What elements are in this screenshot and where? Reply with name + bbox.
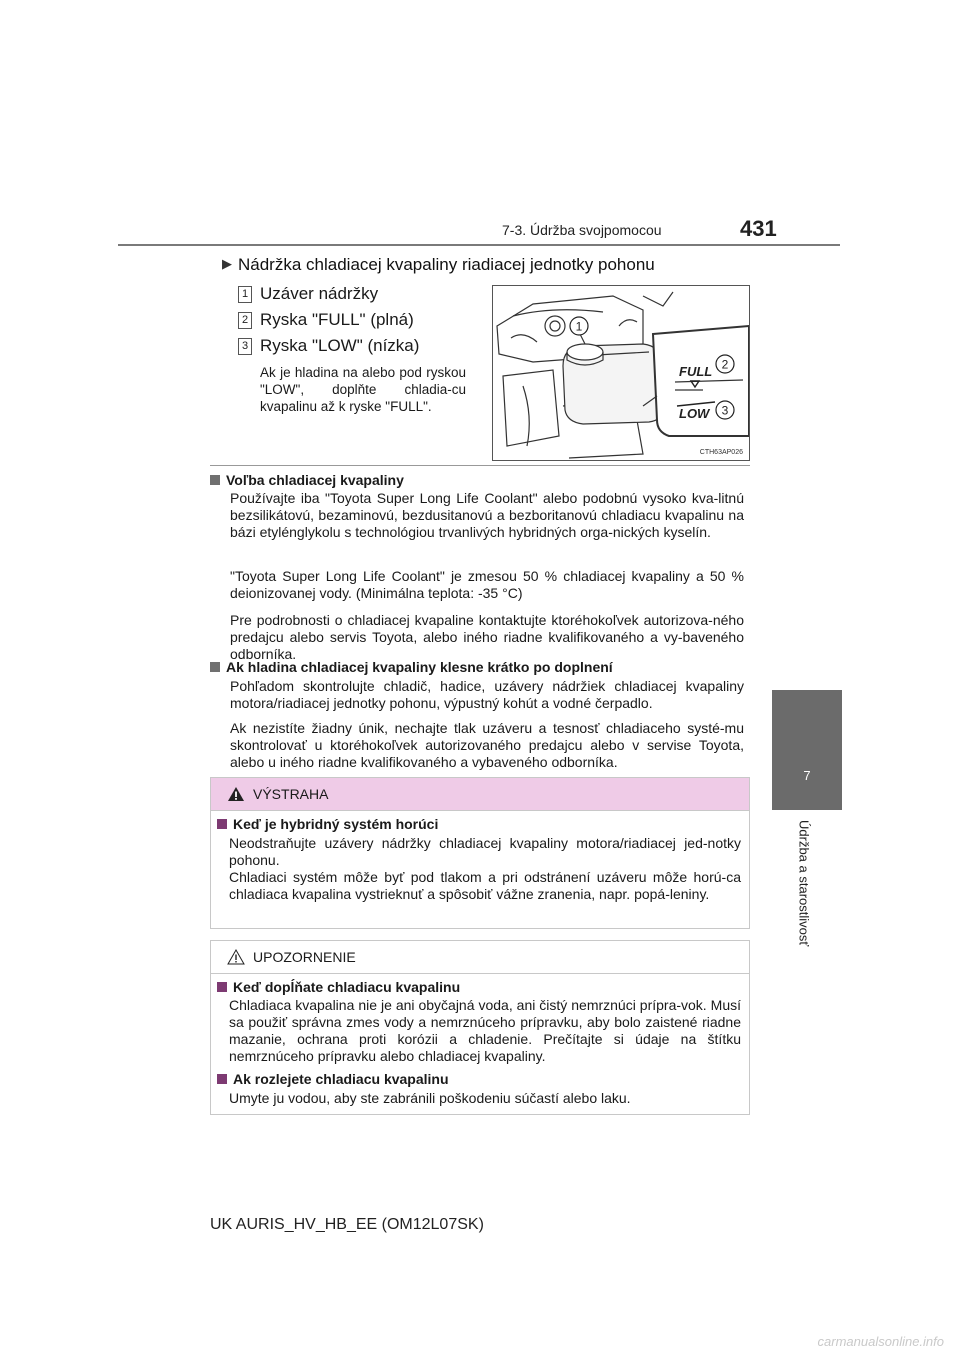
header-rule bbox=[118, 244, 840, 246]
callout-number: 3 bbox=[238, 338, 252, 355]
caution-box bbox=[210, 940, 750, 1115]
figure-marker-2 bbox=[716, 355, 734, 373]
svg-text:2: 2 bbox=[721, 357, 729, 372]
paragraph: Ak nezistíte žiadny únik, nechajte tlak uzáveru a tesnosť chladiaceho systé-mu skontrolovať u ktoréhokoľvek autorizovaného predajcu alebo v servise Toyota, alebo u iného riadne kvalifikovaného a vybaveného odborníka. bbox=[230, 720, 744, 770]
warning-item-heading bbox=[217, 816, 438, 832]
square-bullet-icon bbox=[217, 982, 227, 992]
intro-subheading bbox=[222, 255, 655, 275]
page-number: 431 bbox=[740, 216, 777, 241]
warning-title-bar bbox=[211, 778, 749, 811]
square-bullet-icon bbox=[210, 475, 220, 485]
callout-item bbox=[238, 310, 414, 330]
caution-title: UPOZORNENIE bbox=[253, 949, 356, 965]
section-heading-text: Voľba chladiacej kvapaliny bbox=[226, 472, 404, 488]
chapter-number: 7 bbox=[803, 768, 811, 783]
site-watermark: carmanualsonline.info bbox=[817, 1334, 944, 1349]
chapter-label: Údržba a starostlivosť bbox=[796, 820, 812, 947]
caution-triangle-icon bbox=[227, 949, 245, 965]
callout-label: Ryska "FULL" (plná) bbox=[260, 310, 414, 329]
callout-item bbox=[238, 284, 378, 304]
reservoir-drawing bbox=[493, 286, 749, 460]
figure-marker-3 bbox=[716, 401, 734, 419]
callout-number: 2 bbox=[238, 312, 252, 329]
callout-label: Uzáver nádržky bbox=[260, 284, 379, 303]
figure-full-label: FULL bbox=[679, 364, 713, 379]
caution-item-title: Ak rozlejete chladiacu kvapalinu bbox=[233, 1071, 449, 1087]
caution-item-text: Umyte ju vodou, aby ste zabránili poškodeniu súčastí alebo laku. bbox=[229, 1090, 631, 1106]
callout-item bbox=[238, 336, 419, 356]
caution-item-text: Chladiaca kvapalina nie je ani obyčajná voda, ani čistý nemrznúci prípra-vok. Musí sa použiť správna zmes vody a nemrznúceho prípravku, aby bolo zaistené riadne mazanie, ochrana proti korózii a chladenie. Prečítajte si údaje na štítku nemrznúceho prípravku alebo chladiacej kvapaliny. bbox=[229, 997, 741, 1064]
section-heading-text: Ak hladina chladiacej kvapaliny klesne krátko po doplnení bbox=[226, 659, 613, 675]
section-title: 7-3. Údržba svojpomocou bbox=[502, 222, 662, 238]
section-heading bbox=[210, 659, 613, 675]
intro-divider bbox=[210, 465, 750, 466]
paragraph: Pre podrobnosti o chladiacej kvapaline kontaktujte ktoréhokoľvek autorizova-ného predajcu alebo servis Toyota, alebo iného riadne kvalifikovaného a vy-baveného odborníka. bbox=[230, 612, 744, 662]
figure-marker-1 bbox=[570, 317, 588, 335]
chapter-tab bbox=[772, 690, 842, 810]
intro-subheading-text: Nádržka chladiacej kvapaliny riadiacej jednotky pohonu bbox=[238, 255, 655, 274]
caution-item-title: Keď dopĺňate chladiacu kvapalinu bbox=[233, 979, 461, 995]
square-bullet-icon bbox=[217, 819, 227, 829]
level-note: Ak je hladina na alebo pod ryskou "LOW", doplňte chladia-cu kvapalinu až k ryske "FULL". bbox=[260, 365, 466, 414]
svg-text:3: 3 bbox=[721, 403, 729, 418]
caution-item-heading bbox=[217, 979, 460, 995]
warning-item-text: Neodstraňujte uzávery nádržky chladiacej kvapaliny motora/riadiacej jed-notky pohonu. Chladiaci systém môže byť pod tlakom a pri odstránení uzáveru môže horú-ca chladiaca kvapalina vystrieknuť a spôsobiť vážne zranenia, napr. popá-leniny. bbox=[229, 835, 741, 902]
paragraph: Používajte iba "Toyota Super Long Life Coolant" alebo podobnú vysoko kva-litnú bezsilikátovú, bezaminovú, bezdusitanovú a bezboritanovú chladiacu kvapalinu na bázi etylénglykolu s technológiou trvanlivých hybridných orga-nických kyselín. bbox=[230, 490, 744, 540]
section-heading bbox=[210, 472, 404, 488]
svg-text:1: 1 bbox=[575, 319, 583, 334]
callout-label: Ryska "LOW" (nízka) bbox=[260, 336, 420, 355]
caution-item-heading bbox=[217, 1071, 449, 1087]
figure-low-label: LOW bbox=[679, 406, 710, 421]
square-bullet-icon bbox=[217, 1074, 227, 1084]
document-footer: UK AURIS_HV_HB_EE (OM12L07SK) bbox=[210, 1216, 484, 1233]
warning-box bbox=[210, 777, 750, 929]
callout-number: 1 bbox=[238, 286, 252, 303]
triangle-bullet-icon: ▶ bbox=[222, 256, 232, 271]
warning-item-title: Keď je hybridný systém horúci bbox=[233, 816, 439, 832]
figure-code: CTH63AP026 bbox=[699, 449, 743, 456]
square-bullet-icon bbox=[210, 662, 220, 672]
warning-triangle-icon bbox=[227, 786, 245, 802]
coolant-reservoir-illustration bbox=[492, 285, 750, 461]
warning-title: VÝSTRAHA bbox=[253, 786, 329, 802]
caution-title-bar bbox=[211, 941, 749, 974]
paragraph: Pohľadom skontrolujte chladič, hadice, uzávery nádržiek chladiacej kvapaliny motora/riadiacej jednotky pohonu, výpustný kohút a vodné čerpadlo. bbox=[230, 678, 744, 711]
paragraph: "Toyota Super Long Life Coolant" je zmesou 50 % chladiacej kvapaliny a 50 % deionizovanej vody. (Minimálna teplota: -35 °C) bbox=[230, 568, 744, 601]
